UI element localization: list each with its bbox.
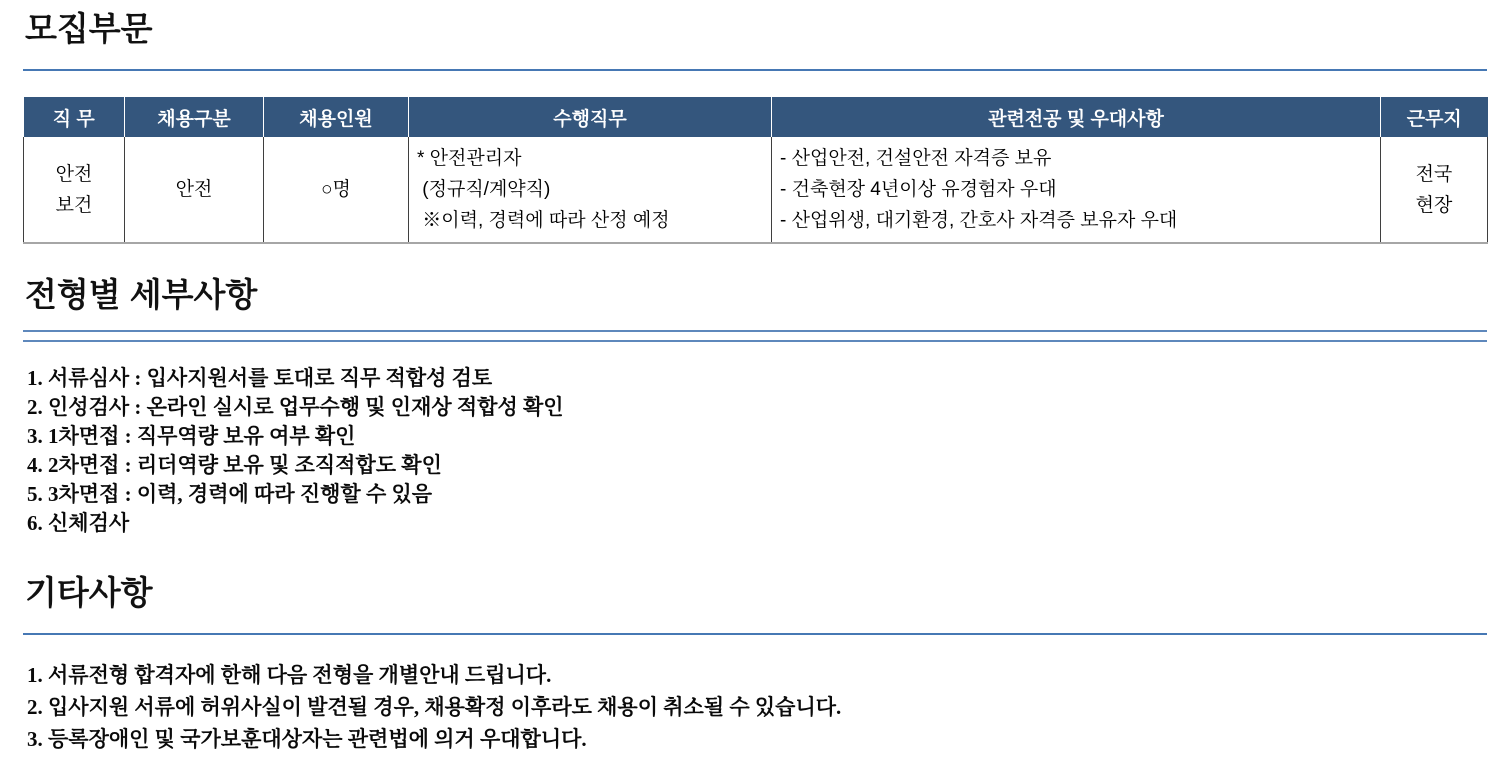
process-step: 6. 신체검사 — [27, 510, 130, 535]
cell-job — [24, 137, 125, 243]
title-underline-double — [23, 330, 1487, 342]
cell-headcount: ○명 — [264, 137, 409, 243]
preference-line: - 산업위생, 대기환경, 간호사 자격증 보유자 우대 — [780, 210, 1178, 232]
title-underline-single — [23, 633, 1487, 635]
section-etc — [23, 572, 1487, 755]
cell-preferences — [772, 137, 1381, 243]
col-header-location: 근무지 — [1381, 97, 1488, 137]
etc-note: 1. 서류전형 합격자에 한해 다음 전형을 개별안내 드립니다. — [27, 662, 552, 687]
process-step: 3. 1차면접 : 직무역량 보유 여부 확인 — [27, 423, 356, 448]
location-line: 전국 — [1415, 163, 1453, 185]
cell-location — [1381, 137, 1488, 243]
etc-note: 3. 등록장애인 및 국가보훈대상자는 관련법에 의거 우대합니다. — [27, 726, 587, 751]
recruitment-table-header — [24, 97, 1488, 137]
section-process — [23, 274, 1487, 537]
job-line: 보건 — [55, 194, 93, 216]
duty-line: ※이력, 경력에 따라 산정 예정 — [417, 210, 670, 232]
section-title-recruitment: 모집부문 — [25, 10, 153, 47]
process-step: 5. 3차면접 : 이력, 경력에 따라 진행할 수 있음 — [27, 481, 433, 506]
title-underline-single — [23, 69, 1487, 71]
location-line: 현장 — [1415, 194, 1453, 216]
cell-duties — [409, 137, 772, 243]
job-line: 안전 — [55, 163, 93, 185]
section-title-process: 전형별 세부사항 — [25, 276, 258, 314]
process-step: 2. 인성검사 : 온라인 실시로 업무수행 및 인재상 적합성 확인 — [27, 394, 564, 419]
preference-line: - 산업안전, 건설안전 자격증 보유 — [780, 148, 1052, 170]
cell-category: 안전 — [125, 137, 264, 243]
duty-line: (정규직/계약직) — [417, 179, 551, 201]
col-header-category: 채용구분 — [125, 97, 264, 137]
section-recruitment — [23, 8, 1487, 244]
etc-note-list — [27, 659, 1487, 755]
col-header-job: 직 무 — [24, 97, 125, 137]
col-header-preferences: 관련전공 및 우대사항 — [772, 97, 1381, 137]
etc-note: 2. 입사지원 서류에 허위사실이 발견될 경우, 채용확정 이후라도 채용이 취소될 수 있습니다. — [27, 694, 842, 719]
section-title-etc: 기타사항 — [25, 573, 153, 611]
table-row — [24, 137, 1488, 243]
col-header-headcount: 채용인원 — [264, 97, 409, 137]
duty-line: * 안전관리자 — [417, 148, 522, 170]
underline-top — [23, 330, 1487, 332]
process-step: 4. 2차면접 : 리더역량 보유 및 조직적합도 확인 — [27, 452, 442, 477]
underline-bottom — [23, 340, 1487, 342]
process-step-list — [27, 364, 1487, 538]
recruitment-table — [23, 97, 1488, 244]
preference-line: - 건축현장 4년이상 유경험자 우대 — [780, 179, 1057, 201]
process-step: 1. 서류심사 : 입사지원서를 토대로 직무 적합성 검토 — [27, 365, 493, 390]
col-header-duties: 수행직무 — [409, 97, 772, 137]
